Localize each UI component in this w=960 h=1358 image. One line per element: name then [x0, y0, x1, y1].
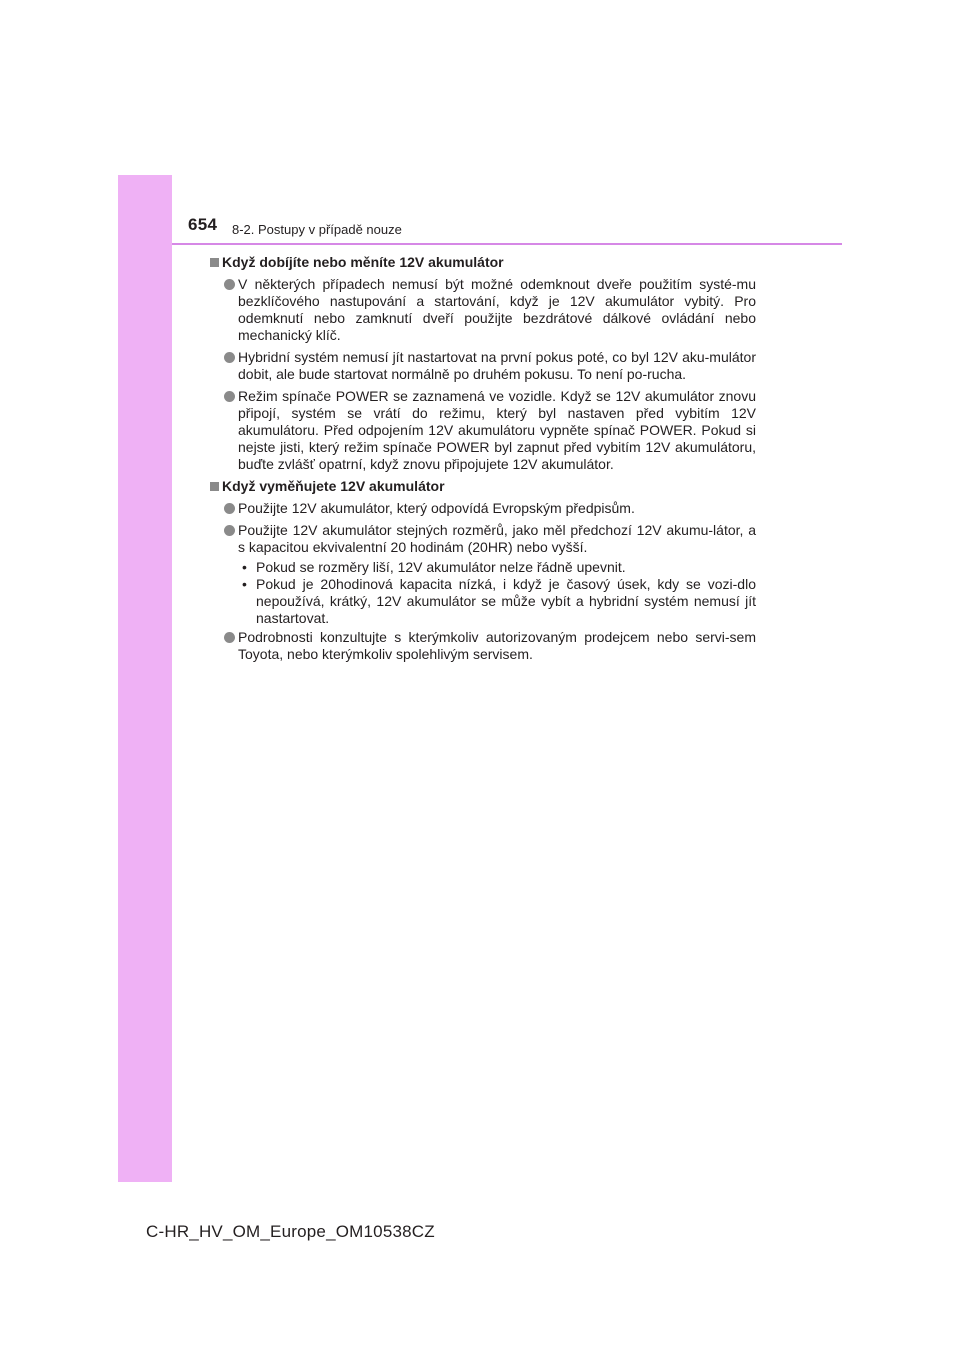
section-heading — [210, 478, 756, 495]
page-number: 654 — [188, 215, 218, 234]
section-heading — [210, 254, 756, 271]
page-content — [210, 254, 756, 668]
small-dot-icon: • — [242, 576, 247, 592]
section-heading-text: Když dobíjíte nebo měníte 12V akumulátor — [222, 254, 504, 270]
circle-bullet-icon — [224, 391, 235, 402]
small-dot-icon: • — [242, 559, 247, 575]
chapter-side-strip — [118, 175, 172, 1182]
section-title: 8-2. Postupy v případě nouze — [232, 222, 402, 237]
sub-bullet-item — [210, 559, 756, 576]
bullet-text: Hybridní systém nemusí jít nastartovat na první pokus poté, co byl 12V aku-mulátor dobit, ale bude startovat normálně po druhém pokusu. To není po-rucha. — [238, 349, 756, 382]
sub-list — [210, 559, 756, 627]
section-heading-text: Když vyměňujete 12V akumulátor — [222, 478, 445, 494]
document-code: C-HR_HV_OM_Europe_OM10538CZ — [146, 1222, 435, 1241]
bullet-item — [210, 349, 756, 383]
bullet-text: Použijte 12V akumulátor, který odpovídá Evropským předpisům. — [238, 500, 635, 516]
bullet-text: V některých případech nemusí být možné odemknout dveře použitím systé-mu bezklíčového nastupování a startování, když je 12V akumulátor vybitý. Pro odemknutí nebo zamknutí dveří použijte bezdrátové dálkové ovládání nebo mechanický klíč. — [238, 276, 756, 343]
bullet-item — [210, 500, 756, 517]
bullet-item — [210, 276, 756, 344]
bullet-text: Použijte 12V akumulátor stejných rozměrů, jako měl předchozí 12V akumu-látor, a s kapacitou ekvivalentní 20 hodinám (20HR) nebo vyšší. — [238, 522, 756, 555]
bullet-item — [210, 522, 756, 556]
header-divider — [172, 243, 842, 245]
bullet-text: Podrobnosti konzultujte s kterýmkoliv autorizovaným prodejcem nebo servi-sem Toyota, nebo kterýmkoliv spolehlivým servisem. — [238, 629, 756, 662]
circle-bullet-icon — [224, 352, 235, 363]
bullet-text: Režim spínače POWER se zaznamená ve vozidle. Když se 12V akumulátor znovu připojí, systém se vrátí do režimu, který byl nastaven před vybitím 12V akumulátoru. Před odpojením 12V akumulátoru vypněte spínač POWER. Pokud si nejste jisti, který režim spínače POWER byl zapnut před vybitím 12V akumulátoru, buďte zvlášť opatrní, když znovu připojujete 12V akumulátor. — [238, 388, 756, 472]
circle-bullet-icon — [224, 632, 235, 643]
square-bullet-icon — [210, 482, 219, 491]
circle-bullet-icon — [224, 279, 235, 290]
square-bullet-icon — [210, 258, 219, 267]
bullet-item — [210, 388, 756, 473]
bullet-item — [210, 629, 756, 663]
sub-bullet-item — [210, 576, 756, 627]
circle-bullet-icon — [224, 525, 235, 536]
sub-bullet-text: Pokud se rozměry liší, 12V akumulátor nelze řádně upevnit. — [256, 559, 626, 575]
circle-bullet-icon — [224, 503, 235, 514]
sub-bullet-text: Pokud je 20hodinová kapacita nízká, i když je časový úsek, kdy se vozi-dlo nepoužívá, krátký, 12V akumulátor se může vybít a hybridní systém nemusí jít nastartovat. — [256, 576, 756, 626]
